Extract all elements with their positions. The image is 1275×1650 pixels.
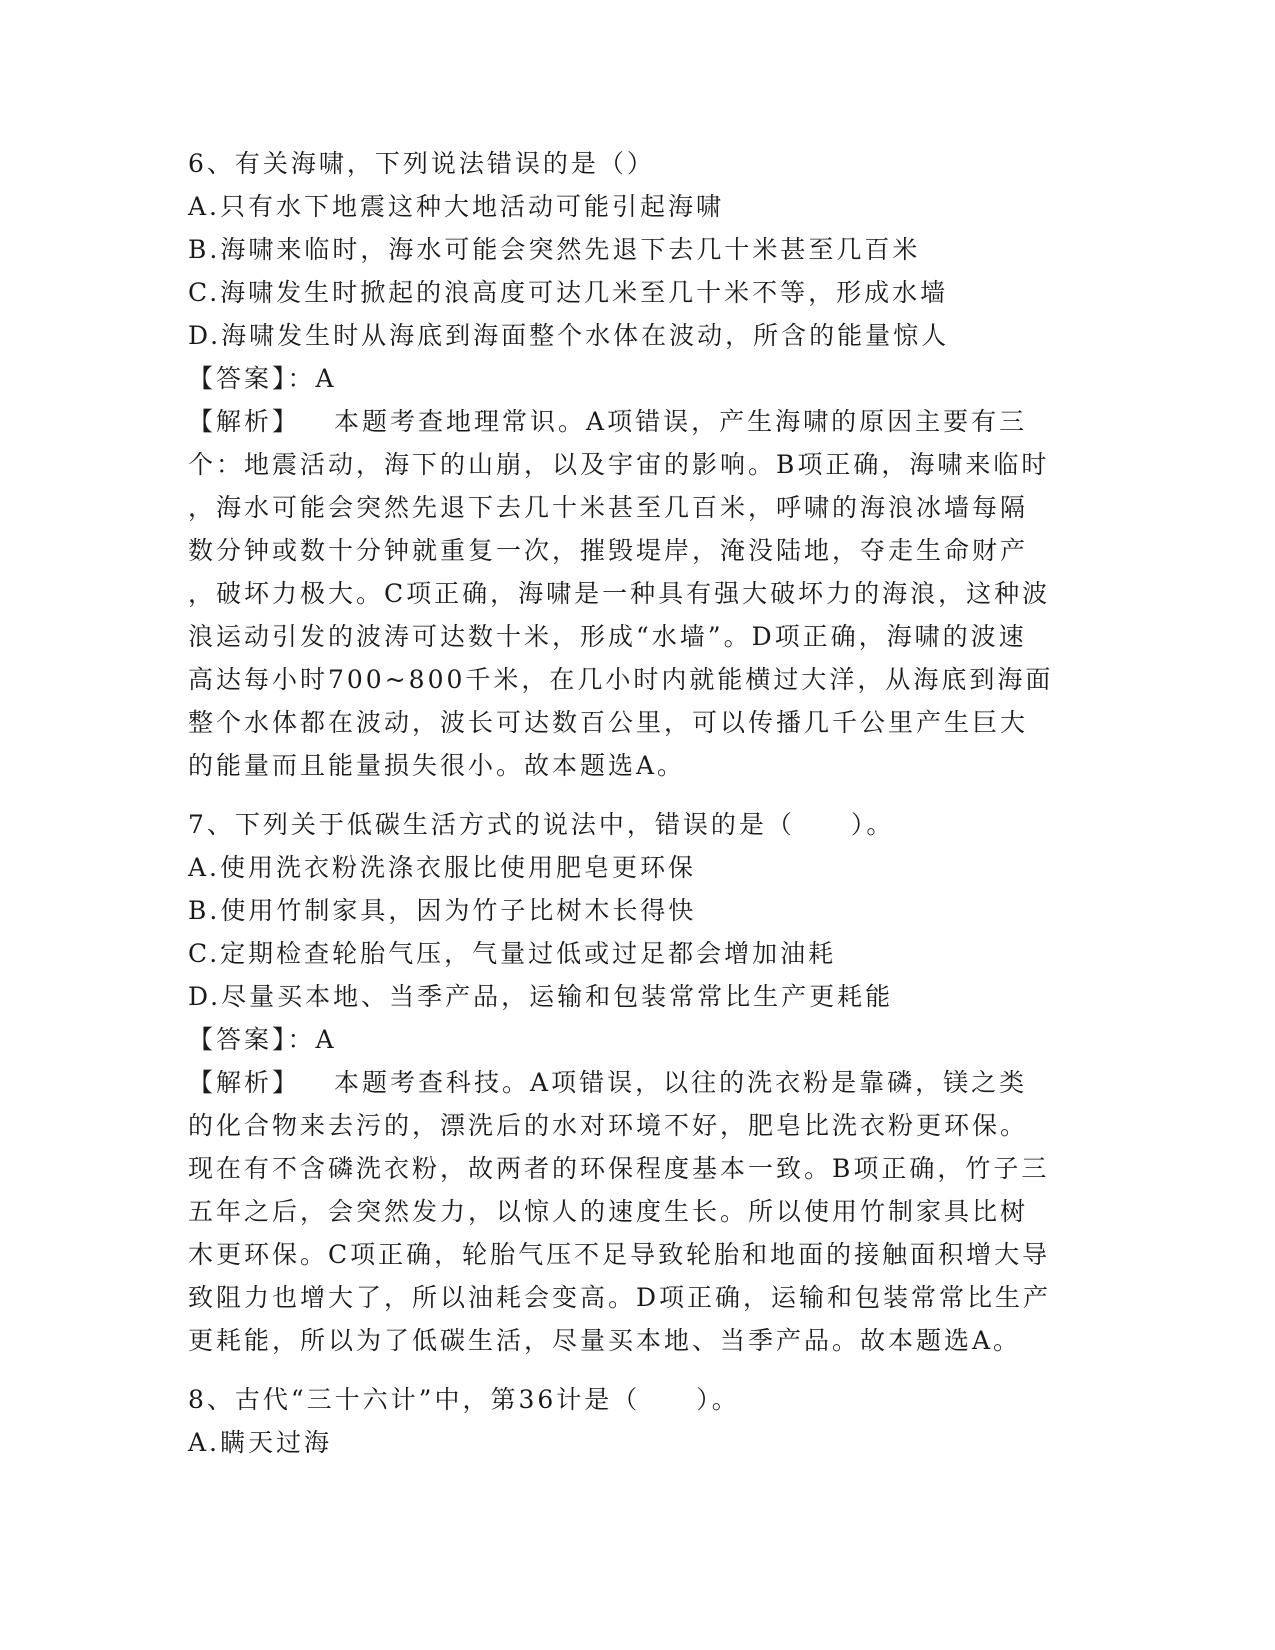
analysis-line: 数分钟或数十分钟就重复一次，摧毁堤岸，淹没陆地，夺走生命财产 xyxy=(188,536,1029,565)
analysis-line: 木更环保。C项正确，轮胎气压不足导致轮胎和地面的接触面积增大导 xyxy=(188,1240,1051,1269)
analysis-line: 高达每小时700~800千米，在几小时内就能横过大洋，从海底到海面 xyxy=(188,665,1054,694)
analysis-label: 【解析】 xyxy=(188,407,301,436)
option-c: C.定期检查轮胎气压，气量过低或过足都会增加油耗 xyxy=(188,939,837,968)
question-stem: 8、古代“三十六计”中，第36计是（ ）。 xyxy=(188,1385,740,1414)
option-d: D.尽量买本地、当季产品，运输和包装常常比生产更耗能 xyxy=(188,982,894,1011)
question-7 xyxy=(188,803,1088,1362)
question-stem: 7、下列关于低碳生活方式的说法中，错误的是（ ）。 xyxy=(188,810,895,839)
option-a: A.使用洗衣粉洗涤衣服比使用肥皂更环保 xyxy=(188,853,697,882)
document-page xyxy=(188,142,1088,1480)
analysis-line: 更耗能，所以为了低碳生活，尽量买本地、当季产品。故本题选A。 xyxy=(188,1326,1022,1355)
question-6 xyxy=(188,142,1088,787)
option-b: B.使用竹制家具，因为竹子比树木长得快 xyxy=(188,896,697,925)
option-a: A.瞒天过海 xyxy=(188,1428,333,1457)
question-stem: 6、有关海啸，下列说法错误的是（） xyxy=(188,149,655,178)
question-8 xyxy=(188,1378,1088,1464)
analysis-line: 浪运动引发的波涛可达数十米，形成“水墙”。D项正确，海啸的波速 xyxy=(188,622,1027,651)
analysis-line: 致阻力也增大了，所以油耗会变高。D项正确，运输和包装常常比生产 xyxy=(188,1283,1052,1312)
answer: 【答案】：A xyxy=(188,1025,337,1054)
analysis-line: 现在有不含磷洗衣粉，故两者的环保程度基本一致。B项正确，竹子三 xyxy=(188,1154,1050,1183)
analysis-line: 个：地震活动，海下的山崩，以及宇宙的影响。B项正确，海啸来临时 xyxy=(188,450,1050,479)
analysis-line: 的能量而且能量损失很小。故本题选A。 xyxy=(188,751,686,780)
analysis-label: 【解析】 xyxy=(188,1068,301,1097)
analysis-line: 的化合物来去污的，漂洗后的水对环境不好，肥皂比洗衣粉更环保。 xyxy=(188,1111,1029,1140)
option-c: C.海啸发生时掀起的浪高度可达几米至几十米不等，形成水墙 xyxy=(188,278,949,307)
analysis-line: ，海水可能会突然先退下去几十米甚至几百米，呼啸的海浪冰墙每隔 xyxy=(188,493,1029,522)
answer: 【答案】：A xyxy=(188,364,337,393)
analysis-line: 整个水体都在波动，波长可达数百公里，可以传播几千公里产生巨大 xyxy=(188,708,1029,737)
option-a: A.只有水下地震这种大地活动可能引起海啸 xyxy=(188,192,725,221)
analysis-line: 本题考查地理常识。A项错误，产生海啸的原因主要有三 xyxy=(334,407,1028,436)
analysis-line: 五年之后，会突然发力，以惊人的速度生长。所以使用竹制家具比树 xyxy=(188,1197,1029,1226)
analysis-line: ，破坏力极大。C项正确，海啸是一种具有强大破坏力的海浪，这种波 xyxy=(188,579,1051,608)
option-d: D.海啸发生时从海底到海面整个水体在波动，所含的能量惊人 xyxy=(188,321,950,350)
analysis xyxy=(188,1061,1088,1362)
analysis xyxy=(188,400,1088,787)
analysis-line: 本题考查科技。A项错误，以往的洗衣粉是靠磷，镁之类 xyxy=(334,1068,1028,1097)
option-b: B.海啸来临时，海水可能会突然先退下去几十米甚至几百米 xyxy=(188,235,921,264)
